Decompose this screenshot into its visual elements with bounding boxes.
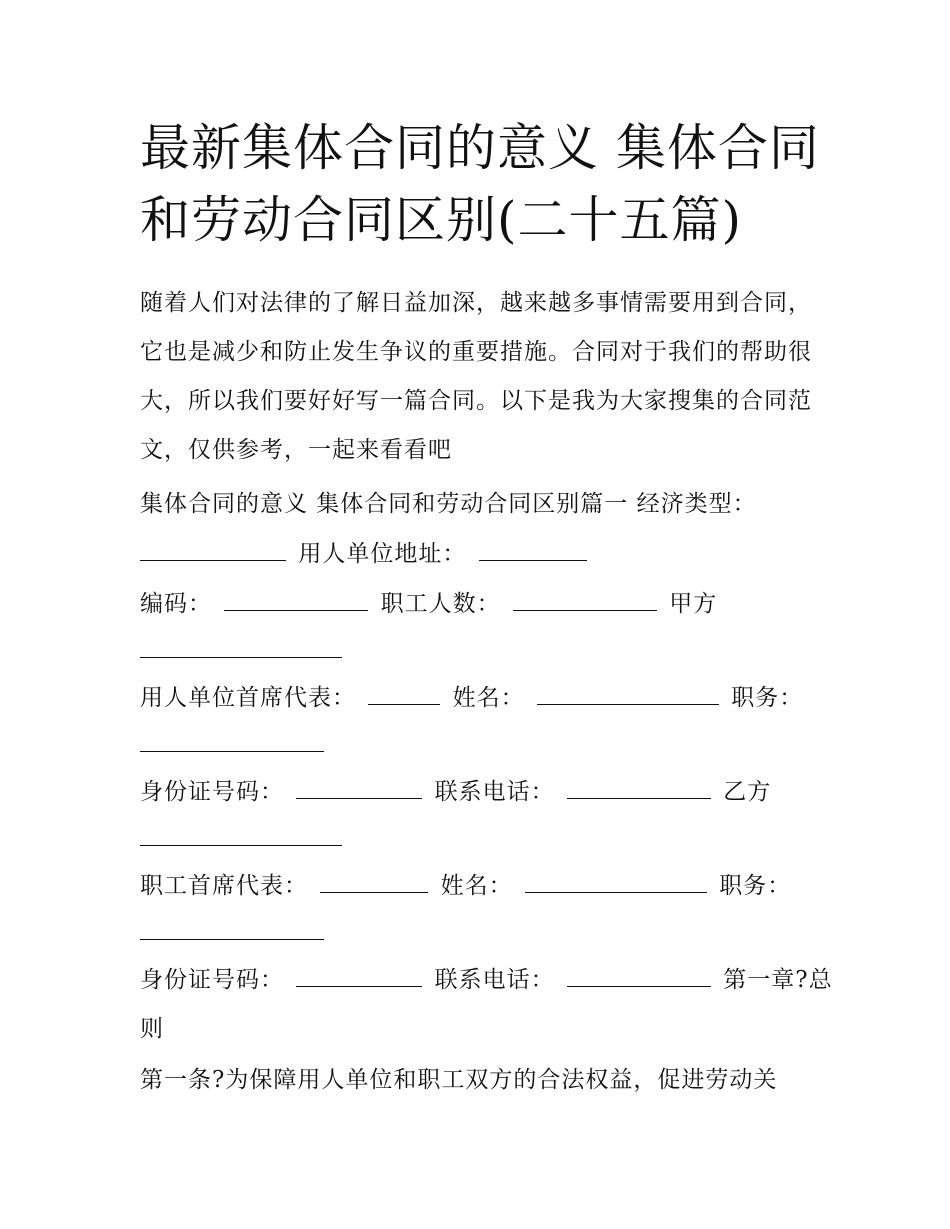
phone-blank-1 (567, 776, 711, 799)
form-line-id-2 (140, 963, 833, 997)
employee-count-blank (513, 588, 657, 611)
position-blank-2 (140, 917, 324, 940)
form-line-postal (140, 587, 830, 621)
postal-code-blank (224, 588, 368, 611)
chapter-1-heading-part2: 则 (140, 1016, 164, 1042)
document-title: 最新集体合同的意义 集体合同和劳动合同区别(二十五篇) (140, 119, 820, 249)
id-number-label-2: 身份证号码： (140, 967, 284, 993)
phone-blank-2 (567, 964, 711, 987)
id-number-blank-2 (296, 964, 422, 987)
name-blank-2 (525, 870, 707, 893)
employee-rep-label: 职工首席代表： (140, 873, 308, 899)
phone-label-2: 联系电话： (434, 967, 555, 993)
form-line-position-blank-2 (140, 916, 830, 950)
form-line-employer-rep (140, 681, 830, 715)
position-blank-1 (140, 729, 324, 752)
employer-rep-label: 用人单位首席代表： (140, 685, 356, 711)
party-b-label: 乙方 (723, 779, 772, 805)
position-label-1: 职务： (731, 685, 804, 711)
postal-code-label: 编码： (140, 591, 212, 617)
id-number-label-1: 身份证号码： (140, 779, 284, 805)
form-line-employee-rep (140, 869, 830, 903)
name-label-1: 姓名： (452, 685, 525, 711)
employer-rep-blank (368, 682, 440, 705)
form-line-party-a-blank (140, 634, 830, 668)
article-1-text: 第一条?为保障用人单位和职工双方的合法权益，促进劳动关 (140, 1067, 778, 1093)
party-a-label: 甲方 (669, 591, 718, 617)
form-line-chapter-cont (140, 1012, 830, 1046)
position-label-2: 职务： (719, 873, 792, 899)
employer-address-label: 用人单位地址： (298, 541, 467, 567)
form-line-id-1 (140, 775, 830, 809)
id-number-blank-1 (296, 776, 422, 799)
employer-address-blank (479, 538, 587, 561)
article-1-line (140, 1063, 830, 1097)
name-blank-1 (537, 682, 719, 705)
name-label-2: 姓名： (440, 873, 513, 899)
form-line-position-blank-1 (140, 728, 830, 762)
intro-paragraph: 随着人们对法律的了解日益加深，越来越多事情需要用到合同，它也是减少和防止发生争议的重要措施。合同对于我们的帮助很大，所以我们要好好写一篇合同。以下是我为大家搜集的合同范文，仅供参考，一起来看看吧 (140, 290, 812, 463)
party-a-blank (140, 635, 342, 658)
economic-type-blank (140, 538, 286, 561)
form-line-party-b-blank (140, 822, 830, 856)
party-b-blank (140, 823, 342, 846)
form-line-address (140, 537, 830, 571)
phone-label-1: 联系电话： (434, 779, 555, 805)
section-heading-text: 集体合同的意义 集体合同和劳动合同区别篇一 经济类型： (140, 491, 757, 517)
section-heading (140, 487, 830, 521)
employee-rep-blank (320, 870, 428, 893)
chapter-1-heading-part1: 第一章?总 (723, 967, 833, 993)
employee-count-label: 职工人数： (380, 591, 501, 617)
